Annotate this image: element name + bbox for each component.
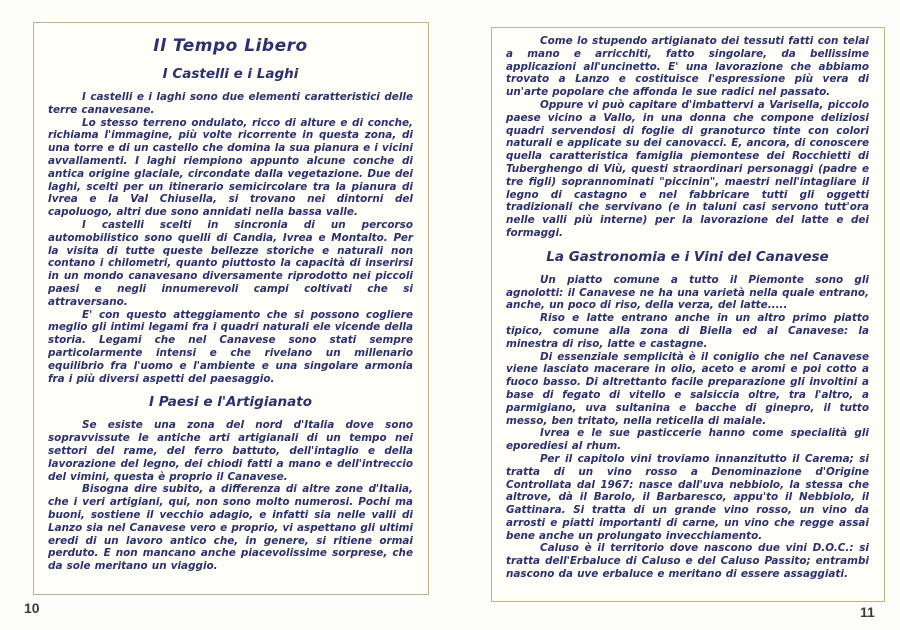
paragraph: I castelli scelti in sincronia di un percorso automobilistico sono quelli di Candia, Ivrea e Montalto. Per la visita di tutte queste bellezze storiche e naturali non contano i chilometri, quanto piuttosto la capacità di inserirsi in un mondo canavesano diversamente riprodotto nei piccoli paesi e negli innumerevoli campi coltivati che si attraversano. [48,218,413,308]
section-heading-castelli: I Castelli e i Laghi [162,66,299,82]
paragraph: Oppure vi può capitare d'imbattervi a Varisella, piccolo paese vicino a Vallo, in una donna che compone deliziosi quadri servendosi di foglie di granoturco tinte con colori naturali e applicate su dei canovacci. E, ancora, di conoscere quella caratteristica famiglia piemontese dei Rocchietti di Tuberghengo di Viù, questi straordinari personaggi (padre e tre figli) soprannominati "piccinin", maestri nell'intagliare il legno di castagno e nel fabbricare tutti gli oggetti tradizionali che servivano (e in taluni casi servono tutt'ora nelle valli più interne) per la lavorazione del latte e dei formaggi. [506,98,869,239]
paragraph: Ivrea e le sue pasticcerie hanno come specialità gli eporediesi al rhum. [506,427,869,453]
page-title: Il Tempo Libero [153,36,308,56]
paragraph: I castelli e i laghi sono due elementi caratteristici delle terre canavesane. [48,91,413,116]
left-page-content [34,23,428,581]
paragraph: Se esiste una zona del nord d'Italia dove sono sopravvissute le antiche arti artigianali di un tempo nei settori del rame, del ferro battuto, dell'intaglio e della lavorazione del legno, dei chiodi fatti a mano e dell'intreccio del vimini, questa è proprio il Canavese. [48,419,413,483]
paragraph: Lo stesso terreno ondulato, ricco di alture e di conche, richiama l'immagine, più volte ricorrente in questa zona, di una torre e di un castello che domina la sua pianura e i vicini avvallamenti. I laghi riempiono appunto alcune conche di antica origine glaciale, circondate dalla vegetazione. Due dei laghi, scelti per un itinerario semicircolare tra la pianura di Ivrea e la Val Chiusella, si trovano nei dintorni del capoluogo, altri due sono annidati nella bassa valle. [48,116,413,219]
paragraph: Bisogna dire subito, a differenza di altre zone d'Italia, che i veri artigiani, qui, non sono molto numerosi. Pochi ma buoni, sostiene il vecchio adagio, e infatti sia nelle valli di Lanzo sia nel Canavese vero e proprio, vi aspettano gli ultimi eredi di un lavoro antico che, in genere, si ritiene ormai perduto. E non mancano anche piacevolissime sorprese, che da sole meritano un viaggio. [48,483,413,573]
section-heading-gastronomia: La Gastronomia e i Vini del Canavese [546,248,829,265]
right-page [491,27,885,602]
page-number-right: 11 [860,604,875,620]
page-number-left: 10 [24,600,40,616]
paragraph: Di essenziale semplicità è il coniglio che nel Canavese viene lasciato macerare in olio, aceto e aromi e poi cotto a fuoco basso. Di altrettanto facile preparazione gli involtini a base di fegato di vitello e salsiccia oltre, tra l'altro, a parmigiano, uva sultanina e bacche di ginepro, il tutto messo, ben tritato, nella reticella di maiale. [506,350,869,427]
paragraph: Un piatto comune a tutto il Piemonte sono gli agnolotti: il Canavese ne ha una varietà nella quale entrano, anche, un poco di riso, della verza, del latte..... [506,273,869,312]
right-page-content [492,28,884,589]
left-page [33,22,429,595]
paragraph: Per il capitolo vini troviamo innanzitutto il Carema; si tratta di un vino rosso a Denominazione d'Origine Controllata dal 1967: nasce dall'uva nebbiolo, la stessa che altrove, dà il Barolo, il Barbaresco, appu'to il Nebbiolo, il Gattinara. Si tratta di un grande vino rosso, un vino da arrosti e piatti importanti di carne, un vino che regge assai bene anche un prolungato invecchiamento. [506,452,869,542]
paragraph: Come lo stupendo artigianato dei tessuti fatti con telai a mano e arricchiti, fatto singolare, da bellissime applicazioni all'uncinetto. E' una lavorazione che abbiamo trovato a Lanzo e costituisce l'espressione più vera di un'arte popolare che affonda le sue radici nel passato. [506,35,869,99]
paragraph: E' con questo atteggiamento che si possono cogliere meglio gli intimi legami fra i quadri naturali ele vicende della storia. Legami che nel Canavese sono stati sempre particolarmente intensi e che rivelano un millenario equilibrio fra l'uomo e l'ambiente e una singolare armonia fra i più diversi aspetti del paesaggio. [48,308,413,385]
paragraph: Riso e latte entrano anche in un altro primo piatto tipico, comune alla zona di Biella ed al Canavese: la minestra di riso, latte e castagne. [506,312,869,350]
paragraph: Caluso è il territorio dove nascono due vini D.O.C.: si tratta dell'Erbaluce di Caluso e del Caluso Passito; entrambi nascono da uve erbaluce e meritano di essere assaggiati. [506,542,869,581]
section-heading-paesi: I Paesi e l'Artigianato [148,394,313,411]
